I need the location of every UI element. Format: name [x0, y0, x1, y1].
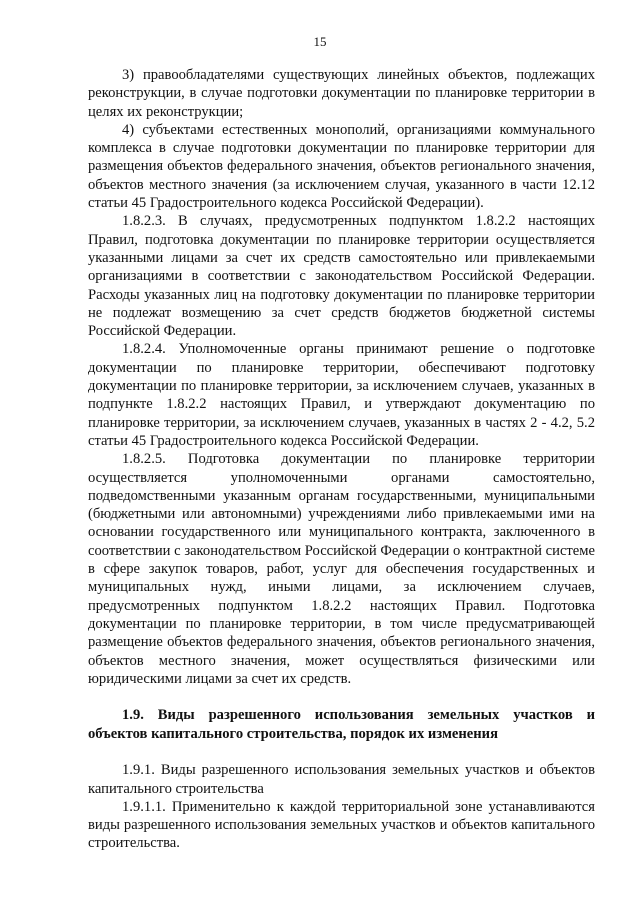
- paragraph-1-8-2-5: 1.8.2.5. Подготовка документации по планировке территории осуществляется уполномоченными органами самостоятельно, подведомственными указанным органам государственными, муниципальными (бюджетными или автономными) учреждениями либо привлекаемыми ими на основании государственного или муниципального контракта, заключенного в соответствии с законодательством Российской Федерации о контрактной системе в сфере закупок товаров, работ, услуг для обеспечения государственных и муниципальных нужд, иными лицами, за исключением случаев, предусмотренных подпунктом 1.8.2.2 настоящих Правил. Подготовка документации по планировке территории, в том числе предусматривающей размещение объектов федерального значения, объектов регионального значения, объектов местного значения, может осуществляться физическими или юридическими лицами за счет их средств.: [88, 451, 595, 687]
- paragraph-1-8-2-4: 1.8.2.4. Уполномоченные органы принимают решение о подготовке документации по планировке территории, обеспечивают подготовку документации по планировке территории, за исключением случаев, указанных в подпункте 1.8.2.2 настоящих Правил, и утверждают документацию по планировке территории, за исключением случаев, указанных в частях 2 - 4.2, 5.2 статьи 45 Градостроительного кодекса Российской Федерации.: [88, 341, 595, 449]
- paragraph-item-3: 3) правообладателями существующих линейных объектов, подлежащих реконструкции, в случае подготовки документации по планировке территории в целях их реконструкции;: [88, 67, 595, 120]
- paragraph-item-4: 4) субъектами естественных монополий, организациями коммунального комплекса в случае подготовки документации по планировке территории для размещения объектов федерального значения, объектов регионального значения, объектов местного значения (за исключением случая, указанного в части 12.12 статьи 45 Градостроительного кодекса Российской Федерации).: [88, 121, 595, 212]
- paragraph-1-9-1: 1.9.1. Виды разрешенного использования земельных участков и объектов капитального строительства: [88, 762, 595, 797]
- paragraph-1-9-1-1: 1.9.1.1. Применительно к каждой территориальной зоне устанавливаются виды разрешенного использования земельных участков и объектов капитального строительства.: [88, 798, 595, 852]
- document-body: [88, 66, 595, 853]
- page-number: 15: [313, 34, 327, 49]
- paragraph-1-8-2-3: 1.8.2.3. В случаях, предусмотренных подпунктом 1.8.2.2 настоящих Правил, подготовка документации по планировке территории осуществляется указанными лицами за счет их средств самостоятельно или привлекаемыми организациями в соответствии с законодательством Российской Федерации. Расходы указанных лиц на подготовку документации по планировке территории не подлежат возмещению за счет средств бюджетов бюджетной системы Российской Федерации.: [88, 213, 595, 340]
- section-heading-1-9: 1.9. Виды разрешенного использования земельных участков и объектов капитального строительства, порядок их изменения: [88, 707, 595, 742]
